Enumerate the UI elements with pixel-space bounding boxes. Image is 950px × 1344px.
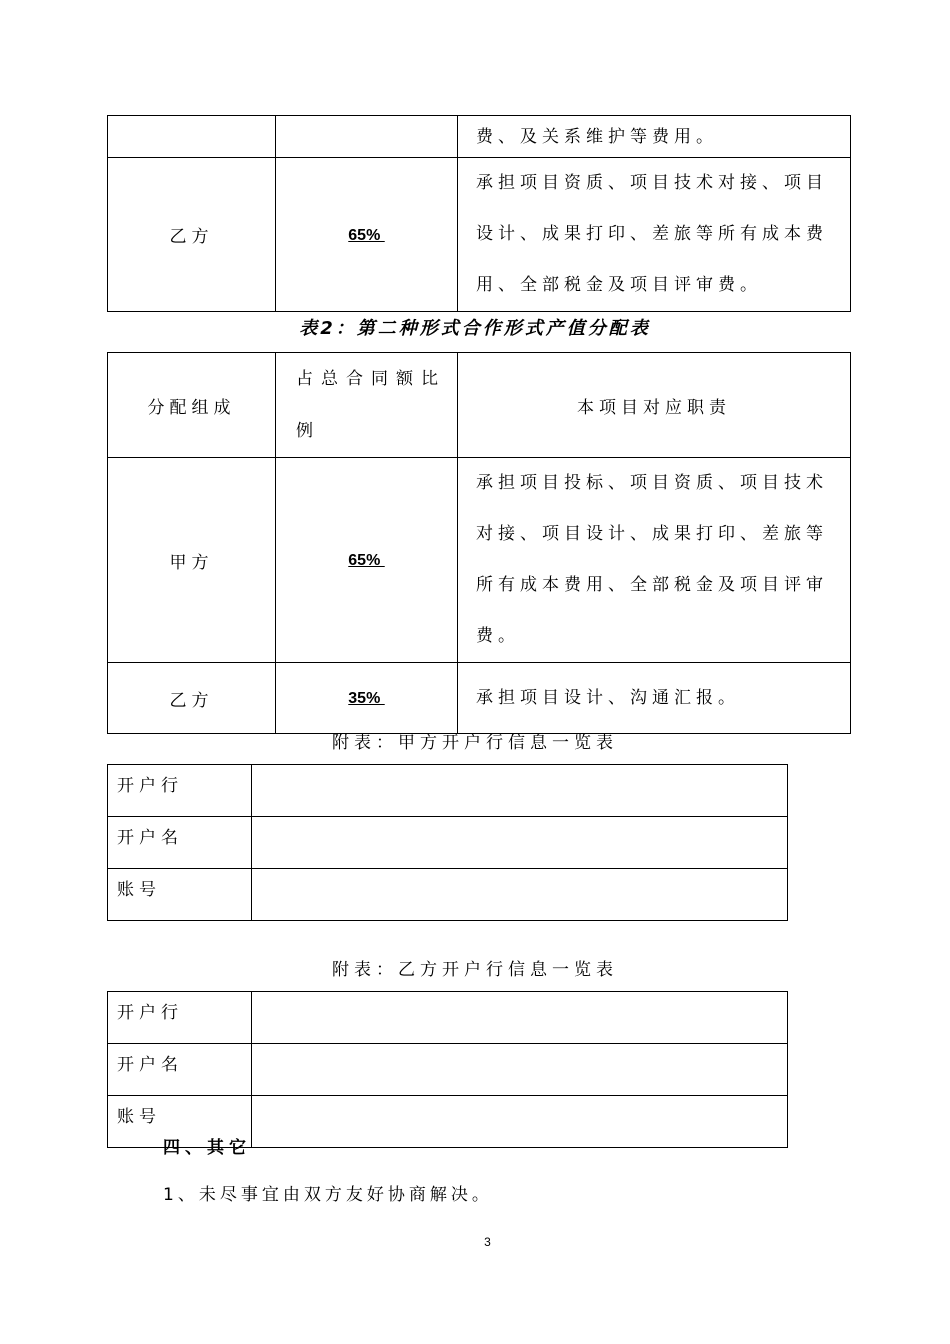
table-row — [108, 1044, 788, 1096]
table-row — [108, 458, 851, 663]
table-row — [108, 158, 851, 312]
table-row — [108, 869, 788, 921]
table-row — [108, 817, 788, 869]
ratio-cell: 65% — [276, 158, 458, 312]
party-cell: 乙方 — [108, 158, 276, 312]
table-2-caption: 表2：第二种形式合作形式产值分配表 — [299, 318, 651, 339]
table-row — [108, 663, 851, 734]
table-row — [108, 116, 851, 158]
distribution-table-1-continued — [107, 115, 851, 312]
value-account-number — [252, 1096, 788, 1148]
value-account-name — [252, 817, 788, 869]
duty-cell: 承担项目设计、沟通汇报。 — [458, 663, 851, 734]
distribution-table-2 — [107, 352, 851, 734]
header-allocation: 分配组成 — [108, 353, 276, 458]
section-heading: 四、其它 — [163, 1138, 251, 1158]
bank-b-table — [107, 991, 788, 1148]
bank-a-caption: 附表：甲方开户行信息一览表 — [332, 733, 618, 753]
duty-cell: 承担项目投标、项目资质、项目技术对接、项目设计、成果打印、差旅等所有成本费用、全部税金及项目评审费。 — [458, 458, 851, 663]
value-account-name — [252, 1044, 788, 1096]
duty-cell: 承担项目资质、项目技术对接、项目设计、成果打印、差旅等所有成本费用、全部税金及项目评审费。 — [458, 158, 851, 312]
table-header-row — [108, 353, 851, 458]
page-number: 3 — [484, 1235, 491, 1249]
party-cell: 乙方 — [108, 663, 276, 734]
label-bank: 开户行 — [108, 992, 252, 1044]
ratio-cell: 65% — [276, 458, 458, 663]
party-cell: 甲方 — [108, 458, 276, 663]
label-account-name: 开户名 — [108, 1044, 252, 1096]
header-duty: 本项目对应职责 — [458, 353, 851, 458]
label-bank: 开户行 — [108, 765, 252, 817]
table-row — [108, 765, 788, 817]
value-account-number — [252, 869, 788, 921]
value-bank — [252, 765, 788, 817]
duty-cell: 费、及关系维护等费用。 — [458, 116, 851, 158]
section-item: 1、未尽事宜由双方友好协商解决。 — [163, 1185, 493, 1205]
label-account-number: 账号 — [108, 1096, 252, 1148]
ratio-cell: 35% — [276, 663, 458, 734]
bank-a-table — [107, 764, 788, 921]
label-account-number: 账号 — [108, 869, 252, 921]
party-cell — [108, 116, 276, 158]
label-account-name: 开户名 — [108, 817, 252, 869]
value-bank — [252, 992, 788, 1044]
ratio-cell — [276, 116, 458, 158]
table-row — [108, 992, 788, 1044]
bank-b-caption: 附表：乙方开户行信息一览表 — [332, 960, 618, 980]
header-ratio: 占总合同额比例 — [276, 353, 458, 458]
